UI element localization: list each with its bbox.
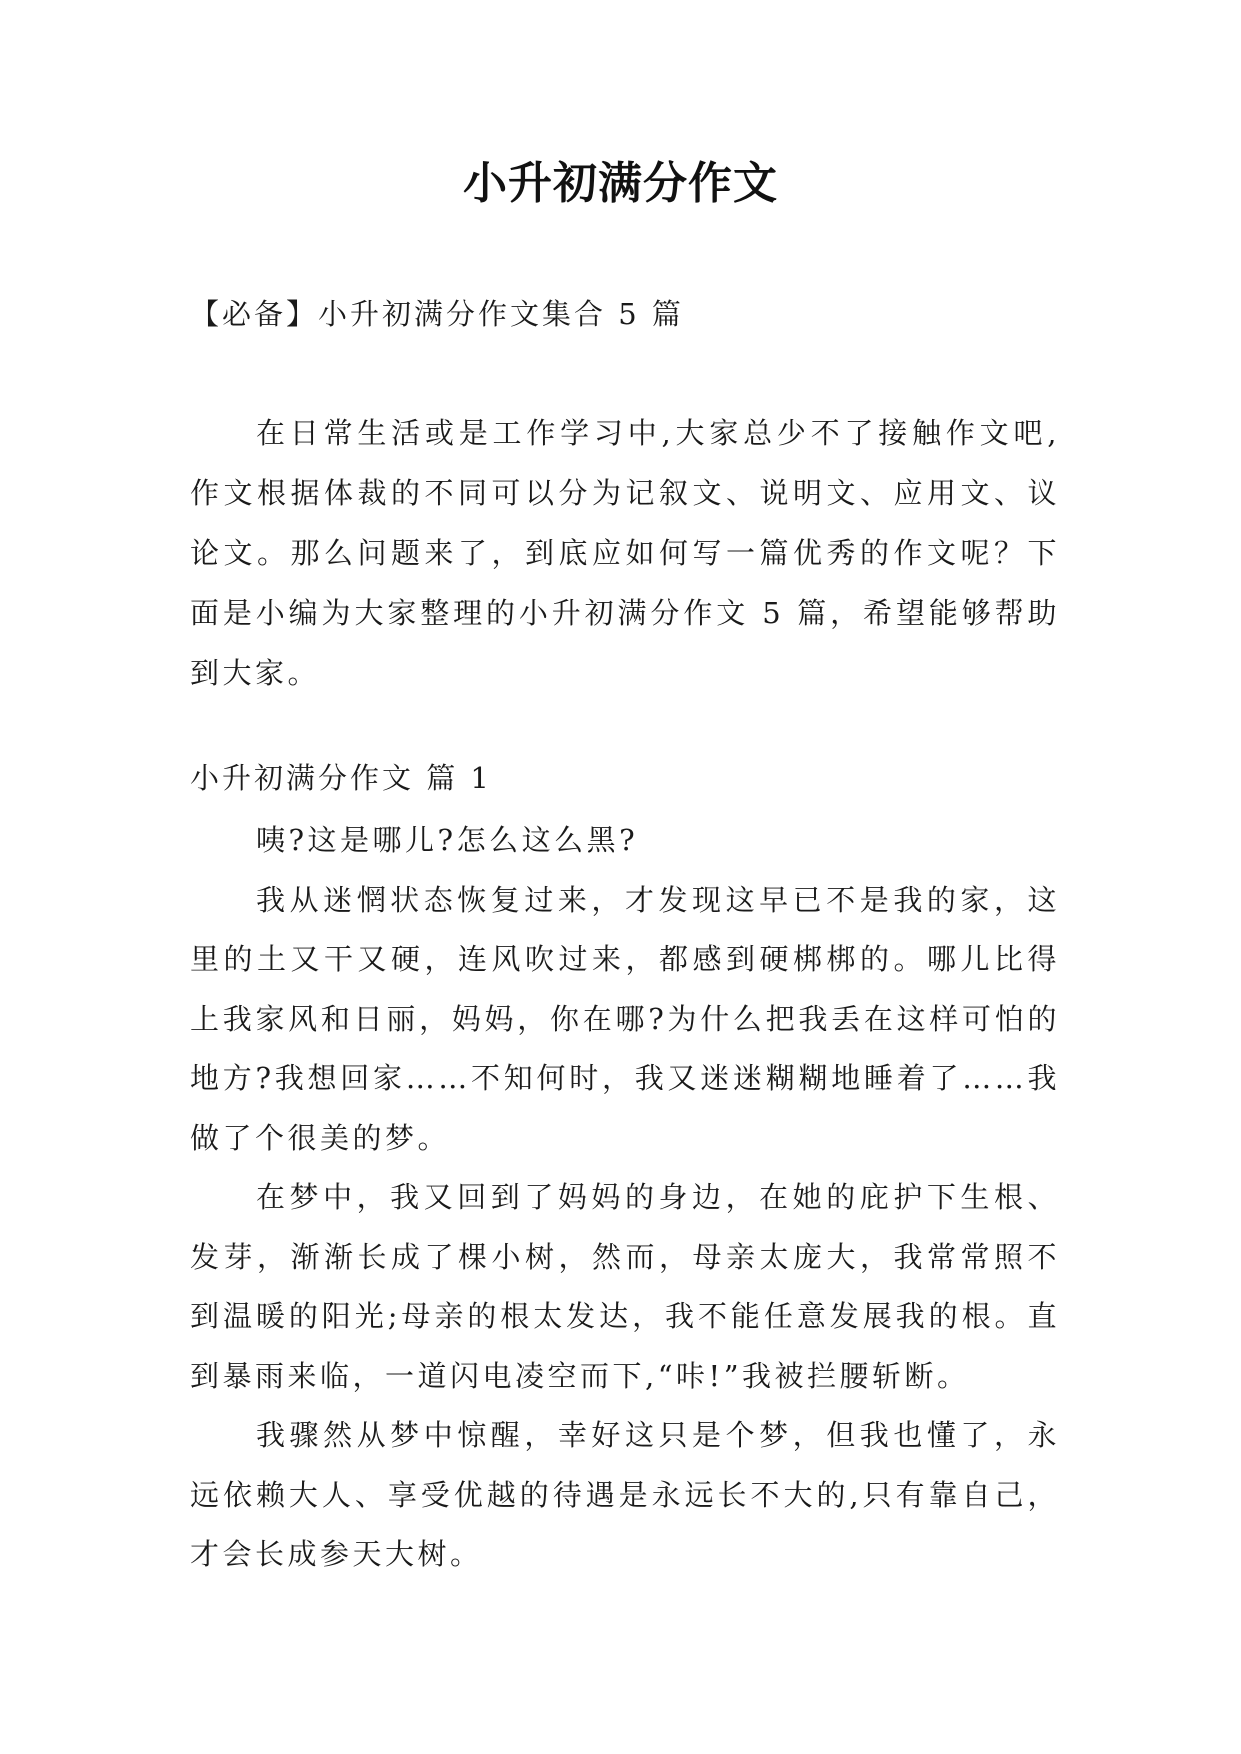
document-title: 小升初满分作文 [463, 158, 778, 209]
intro-text: 在日常生活或是工作学习中,大家总少不了接触作文吧,作文根据体裁的不同可以分为记叙文、说明文、应用文、议论文。那么问题来了，到底应如何写一篇优秀的作文呢？下面是小编为大家整理的小升初满分作文 5 篇，希望能够帮助到大家。 [190, 416, 1060, 690]
section-paragraph: 咦?这是哪儿?怎么这么黑? [256, 823, 639, 857]
document-subtitle: 【必备】小升初满分作文集合 5 篇 [190, 297, 684, 331]
section-paragraph: 在梦中，我又回到了妈妈的身边，在她的庇护下生根、发芽，渐渐长成了棵小树，然而，母亲太庞大，我常常照不到温暖的阳光;母亲的根太发达，我不能任意发展我的根。直到暴雨来临，一道闪电凌空而下,“咔!”我被拦腰斩断。 [190, 1180, 1060, 1393]
section-heading: 小升初满分作文 篇 1 [190, 761, 492, 795]
section-paragraph: 我骤然从梦中惊醒，幸好这只是个梦，但我也懂了，永远依赖大人、享受优越的待遇是永远长不大的,只有靠自己，才会长成参天大树。 [190, 1418, 1060, 1571]
section-body [190, 811, 1060, 1585]
section-paragraph: 我从迷惘状态恢复过来，才发现这早已不是我的家，这里的土又干又硬，连风吹过来，都感到硬梆梆的。哪儿比得上我家风和日丽，妈妈，你在哪?为什么把我丢在这样可怕的地方?我想回家……不知何时，我又迷迷糊糊地睡着了……我做了个很美的梦。 [190, 882, 1060, 1155]
intro-paragraph [190, 403, 1060, 703]
